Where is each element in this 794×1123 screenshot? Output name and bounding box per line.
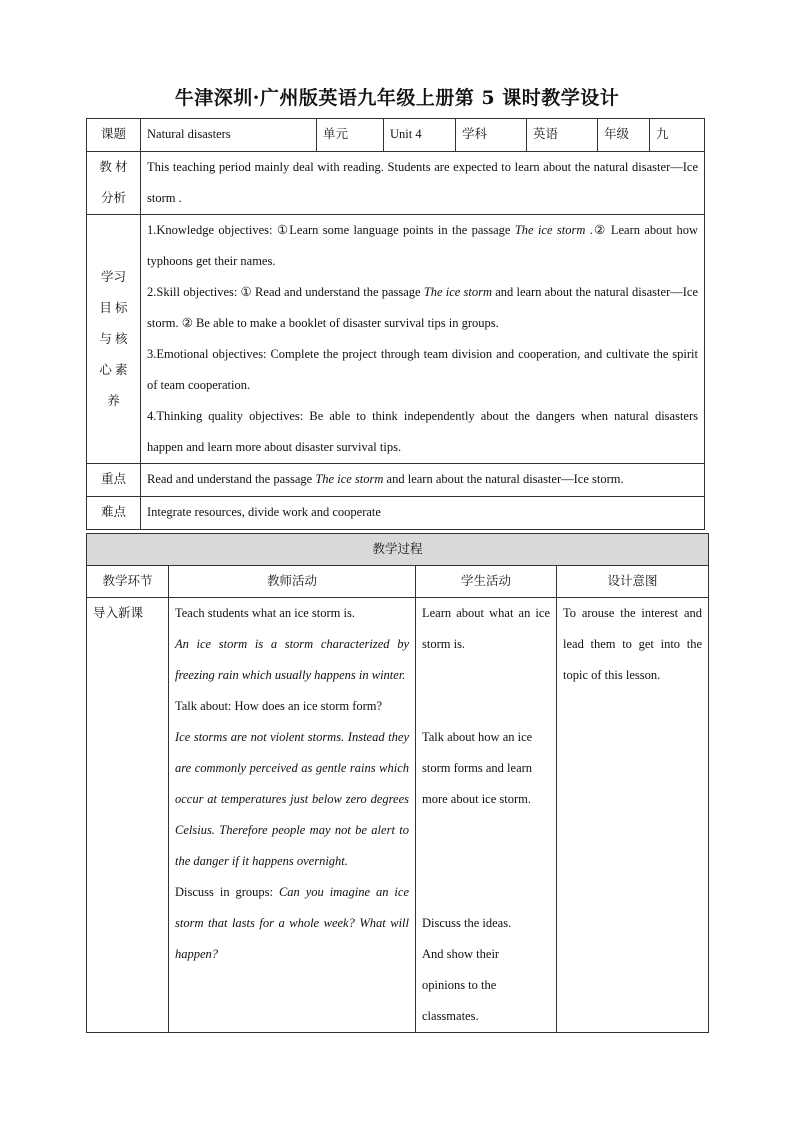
goals-content [141,215,705,464]
teacher-note: Ice storms are not violent storms. Instead they are commonly perceived as gentle rains which occur at temperatures just below zero degrees Celsius. Therefore people may not be alert to the danger if it happens overnight. [175,730,409,868]
student-step: Discuss the ideas. [422,916,512,930]
passage-title: The ice storm [423,285,493,299]
student-activity [416,598,557,1033]
goal-skill [147,277,698,339]
difficult-point-text: Integrate resources, divide work and cooperate [141,497,705,530]
goals-label [87,215,141,464]
analysis-label [87,152,141,215]
difficult-point-label: 难点 [87,497,141,530]
unit-label: 单元 [317,119,384,152]
process-header-row [87,534,709,566]
teacher-note: An ice storm is a storm characterized by freezing rain which usually happens in winter. [175,637,409,682]
column-header-row [87,566,709,598]
design-purpose: To arouse the interest and lead them to get into the topic of this lesson. [557,598,709,1033]
goals-label-line: 目 标 [99,300,128,315]
column-header: 教学环节 [87,566,169,598]
analysis-text: This teaching period mainly deal with reading. Students are expected to learn about the natural disaster—Ice storm . [141,152,705,215]
teacher-step: Talk about: How does an ice storm form? [175,699,383,713]
teaching-process-table [86,533,709,1033]
key-point-label: 重点 [87,464,141,497]
goal-text: and learn about the natural disaster—Ice storm. ② Be able to make a booklet of disaster survival tips in groups. [147,285,698,330]
goals-label-line: 心 素 [99,362,128,377]
grade-label: 年级 [598,119,650,152]
goal-text: 1.Knowledge objectives: ①Learn some language points in the passage [147,223,515,237]
goal-knowledge [147,215,698,277]
grade-value: 九 [650,119,705,152]
student-step: Learn about what an ice storm is. [422,606,550,651]
lead-in-row [87,598,709,1033]
passage-title: The ice storm [315,472,384,486]
key-point-row [87,464,705,497]
goals-label-line: 学习 [100,269,126,284]
analysis-label-line-2: 分析 [100,191,126,205]
analysis-label-line-1: 教 材 [99,160,128,174]
subject-value: 英语 [527,119,598,152]
passage-title: The ice storm [514,223,586,237]
goal-emotional: 3.Emotional objectives: Complete the project through team division and cooperation, and cultivate the spirit of team cooperation. [147,347,698,392]
student-step: Talk about how an ice storm forms and learn more about ice storm. [422,730,533,806]
student-step: And show their opinions to the classmates. [422,947,500,1023]
topic-row [87,119,705,152]
teacher-text: Discuss in groups: [175,885,279,899]
key-point-text [141,464,705,497]
lesson-info-table [86,118,705,530]
goals-label-line: 与 核 [99,331,128,346]
key-text: Read and understand the passage [147,472,316,486]
goals-label-line: 养 [107,393,120,408]
teacher-question: Can you imagine an ice storm that lasts for a whole week? What will happen? [175,885,409,961]
goals-row [87,215,705,464]
column-header: 教师活动 [169,566,416,598]
unit-value: Unit 4 [384,119,456,152]
page-title: 牛津深圳·广州版英语九年级上册第 5 课时教学设计 [174,87,620,109]
analysis-row [87,152,705,215]
topic-label: 课题 [87,119,141,152]
difficult-point-row [87,497,705,530]
goal-text: 2.Skill objectives: ① Read and understand the passage [147,285,424,299]
goal-thinking: 4.Thinking quality objectives: Be able to think independently about the dangers when natural disasters happen and learn more about disaster survival tips. [147,409,698,454]
teacher-step: Teach students what an ice storm is. [175,606,355,620]
teacher-activity [169,598,416,1033]
column-header: 学生活动 [416,566,557,598]
stage-label: 导入新课 [87,598,169,1033]
goal-text: .② Learn about how typhoons get their names. [147,223,698,268]
column-header: 设计意图 [557,566,709,598]
teacher-step [175,877,409,970]
process-header: 教学过程 [87,534,709,566]
key-text: and learn about the natural disaster—Ice storm. [383,472,624,486]
topic-value: Natural disasters [141,119,317,152]
subject-label: 学科 [456,119,527,152]
